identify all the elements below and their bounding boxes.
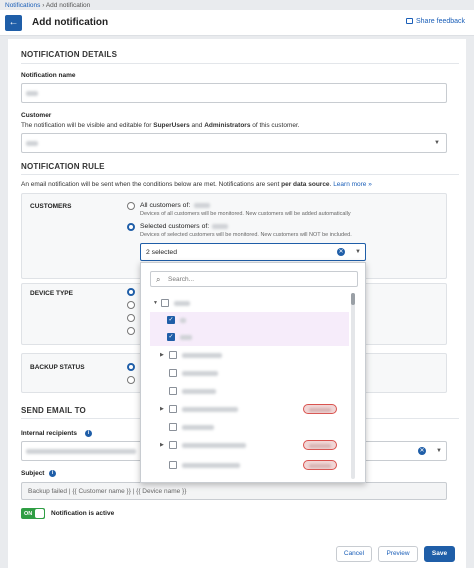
- share-feedback-label: Share feedback: [416, 18, 466, 25]
- device-type-radio-2[interactable]: [127, 301, 135, 309]
- clear-icon[interactable]: ✕: [338, 249, 344, 255]
- redacted-value: [212, 224, 228, 229]
- checkbox[interactable]: [169, 387, 177, 395]
- checkbox[interactable]: [169, 461, 177, 469]
- details-divider: [21, 63, 459, 64]
- chevron-down-icon: ▼: [434, 140, 440, 146]
- checkbox[interactable]: [169, 423, 177, 431]
- feedback-icon: [406, 18, 413, 24]
- backup-status-radio-2[interactable]: [127, 376, 135, 384]
- redacted-value: [309, 408, 331, 412]
- redacted-value: [182, 425, 214, 430]
- save-button[interactable]: Save: [424, 546, 455, 562]
- customer-help: The notification will be visible and editable for SuperUsers and Administrators of this customer.: [21, 122, 300, 129]
- selected-rows-highlight: [150, 312, 349, 346]
- radio-selected-customers[interactable]: [127, 223, 135, 231]
- notification-name-label: Notification name: [21, 72, 76, 79]
- cancel-button[interactable]: Cancel: [336, 546, 372, 562]
- share-feedback-link[interactable]: [406, 18, 465, 25]
- redacted-value: [194, 203, 210, 208]
- details-section-title: NOTIFICATION DETAILS: [21, 50, 118, 59]
- subject-value: Backup failed | {{ Customer name }} | {{ Device name }}: [28, 488, 187, 495]
- notification-name-input[interactable]: [21, 83, 447, 103]
- checkbox[interactable]: [169, 405, 177, 413]
- subject-input[interactable]: [21, 482, 447, 500]
- customers-title: CUSTOMERS: [30, 203, 72, 210]
- search-icon: ⌕: [156, 275, 161, 284]
- email-section-title: SEND EMAIL TO: [21, 406, 86, 415]
- redacted-value: [182, 443, 246, 448]
- dropdown-scrollbar[interactable]: [351, 293, 355, 479]
- dropdown-search-input[interactable]: [150, 271, 358, 287]
- redacted-value: [309, 444, 331, 448]
- checkbox[interactable]: [169, 369, 177, 377]
- redacted-value: [26, 449, 136, 454]
- caret-right-icon[interactable]: ▶: [160, 442, 164, 448]
- checkbox-checked[interactable]: ✓: [168, 317, 174, 323]
- chevron-down-icon: ▼: [355, 249, 361, 255]
- redacted-value: [26, 91, 38, 96]
- redacted-value: [182, 371, 218, 376]
- back-button[interactable]: [5, 15, 22, 31]
- dropdown-scrollbar-thumb[interactable]: [351, 293, 355, 305]
- status-badge: [303, 440, 337, 450]
- radio-all-customers[interactable]: [127, 202, 135, 210]
- all-customers-label: All customers of:: [140, 202, 191, 209]
- active-label: Notification is active: [51, 510, 115, 517]
- redacted-value: [182, 407, 238, 412]
- search-placeholder: Search...: [168, 276, 195, 283]
- caret-down-icon[interactable]: ▼: [153, 300, 158, 306]
- page-title: Add notification: [32, 17, 109, 28]
- status-badge: [303, 404, 337, 414]
- redacted-value: [182, 463, 240, 468]
- status-badge: [303, 460, 337, 470]
- device-type-radio-3[interactable]: [127, 314, 135, 322]
- checkbox[interactable]: [161, 299, 169, 307]
- checkbox[interactable]: [169, 441, 177, 449]
- clear-icon[interactable]: ✕: [419, 448, 425, 454]
- caret-right-icon[interactable]: ▶: [160, 406, 164, 412]
- redacted-value: [182, 389, 216, 394]
- rule-section-title: NOTIFICATION RULE: [21, 162, 105, 171]
- customer-select[interactable]: [21, 133, 447, 153]
- selected-customers-label: Selected customers of:: [140, 223, 210, 230]
- subject-label: Subject: [21, 470, 45, 477]
- preview-button[interactable]: Preview: [378, 546, 418, 562]
- toggle-on-label: ON: [24, 510, 33, 517]
- recipients-label: Internal recipients: [21, 430, 77, 437]
- info-icon[interactable]: i: [85, 430, 92, 437]
- toggle-knob: [35, 509, 44, 518]
- chevron-down-icon: ▼: [436, 448, 442, 454]
- customers-multiselect[interactable]: [140, 243, 366, 261]
- redacted-value: [309, 464, 331, 468]
- backup-status-title: BACKUP STATUS: [30, 364, 85, 371]
- redacted-value: [26, 141, 38, 146]
- breadcrumb-current: Add notification: [45, 2, 91, 9]
- backup-status-radio-1[interactable]: [127, 363, 135, 371]
- info-icon[interactable]: i: [49, 470, 56, 477]
- checkbox-checked[interactable]: ✓: [168, 334, 174, 340]
- device-type-radio-1[interactable]: [127, 288, 135, 296]
- checkbox[interactable]: [169, 351, 177, 359]
- rule-help: An email notification will be sent when the conditions below are met. Notifications are sent per data source. Learn more »: [21, 181, 372, 188]
- redacted-value: [180, 335, 192, 340]
- breadcrumb: [5, 2, 90, 9]
- arrow-left-icon: ←: [8, 17, 19, 28]
- active-toggle[interactable]: [21, 508, 45, 519]
- learn-more-link[interactable]: Learn more »: [333, 181, 372, 188]
- customer-label: Customer: [21, 112, 52, 119]
- device-type-radio-4[interactable]: [127, 327, 135, 335]
- customers-dropdown: [140, 262, 366, 483]
- device-type-title: DEVICE TYPE: [30, 290, 73, 297]
- redacted-value: [182, 353, 222, 358]
- selected-customers-desc: Devices of selected customers will be monitored. New customers will NOT be included.: [140, 232, 352, 238]
- redacted-value: [174, 301, 190, 306]
- caret-right-icon[interactable]: ▶: [160, 352, 164, 358]
- rule-divider: [21, 174, 459, 175]
- redacted-value: [180, 318, 186, 323]
- all-customers-desc: Devices of all customers will be monitored. New customers will be added automatically: [140, 211, 351, 217]
- breadcrumb-separator: ›: [42, 2, 45, 9]
- selected-count: 2 selected: [146, 249, 177, 256]
- breadcrumb-notifications-link[interactable]: Notifications: [5, 2, 41, 9]
